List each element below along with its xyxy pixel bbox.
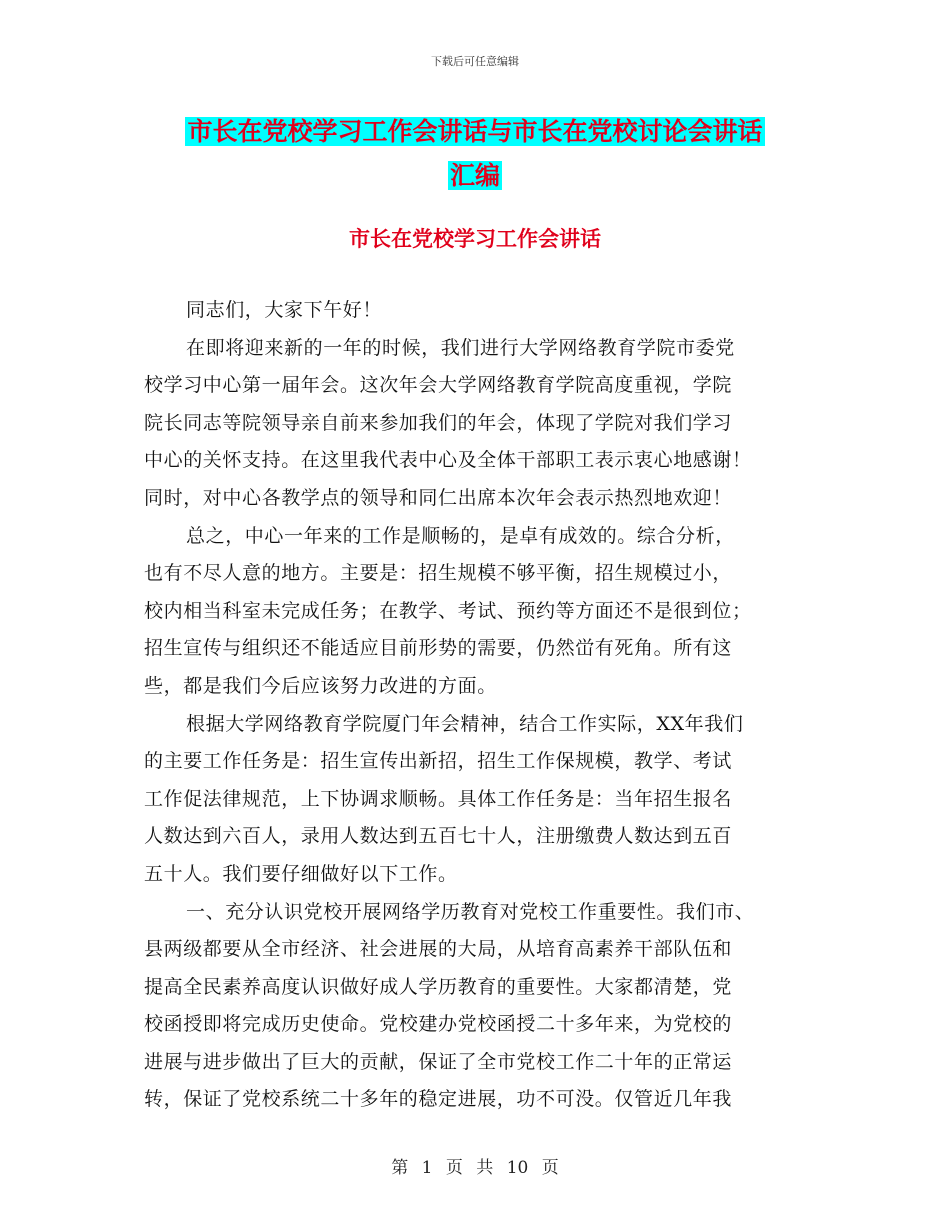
body-line: 招生宣传与组织还不能适应目前形势的需要，仍然峃有死角。所有这: [144, 637, 733, 660]
body-line: 些，都是我们今后应该努力改进的方面。: [144, 674, 497, 697]
body-text: [144, 292, 804, 1119]
body-line: 五十人。我们要仔细做好以下工作。: [144, 862, 458, 885]
section-title: 市长在党校学习工作会讲话: [349, 226, 601, 251]
body-line: 进展与进步做出了巨大的贡献，保证了全市党校工作二十年的正常运: [144, 1050, 733, 1073]
body-line: 同时，对中心各教学点的领导和同仁出席本次年会表示热烈地欢迎！: [144, 486, 733, 509]
body-line: 校学习中心第一届年会。这次年会大学网络教育学院高度重视，学院: [144, 374, 733, 397]
body-line: 也有不尽人意的地方。主要是：招生规模不够平衡，招生规模过小，: [144, 562, 733, 585]
body-line: 的主要工作任务是：招生宣传出新招，招生工作保规模，教学、考试: [144, 750, 733, 773]
body-line: 中心的关怀支持。在这里我代表中心及全体干部职工表示衷心地感谢！: [144, 449, 752, 472]
body-line: 县两级都要从全市经济、社会进展的大局，从培育高素养干部队伍和: [144, 938, 733, 961]
body-line: 提高全民素养高度认识做好成人学历教育的重要性。大家都清楚，党: [144, 975, 733, 998]
page-footer: 第 1 页 共 10 页: [391, 1158, 559, 1178]
body-line: 校函授即将完成历史使命。党校建办党校函授二十多年来，为党校的: [144, 1013, 733, 1036]
body-line: 在即将迎来新的一年的时候，我们进行大学网络教育学院市委党: [186, 336, 735, 359]
document-title-line-2: 汇编: [449, 161, 500, 190]
body-line: 校内相当科室未完成任务；在教学、考试、预约等方面还不是很到位；: [144, 599, 752, 622]
body-line: 人数达到六百人，录用人数达到五百七十人，注册缴费人数达到五百: [144, 825, 733, 848]
document-title-line-1: 市长在党校学习工作会讲话与市长在党校讨论会讲话: [187, 117, 763, 146]
body-line: 同志们，大家下午好！: [186, 299, 383, 321]
body-line: 转，保证了党校系统二十多年的稳定进展，功不可没。仅管近几年我: [144, 1088, 733, 1111]
body-line: 总之，中心一年来的工作是顺畅的，是卓有成效的。综合分析，: [186, 524, 735, 547]
body-line: 工作促法律规范，上下协调求顺畅。具体工作任务是：当年招生报名: [144, 787, 733, 810]
body-line: 根据大学网络教育学院厦门年会精神，结合工作实际，XX年我们: [186, 712, 744, 735]
document-title: [0, 110, 950, 198]
body-line: 院长同志等院领导亲自前来参加我们的年会，体现了学院对我们学习: [144, 411, 733, 434]
body-line: 一、充分认识党校开展网络学历教育对党校工作重要性。我们市、: [186, 900, 755, 923]
header-note: 下载后可任意编辑: [431, 55, 519, 68]
